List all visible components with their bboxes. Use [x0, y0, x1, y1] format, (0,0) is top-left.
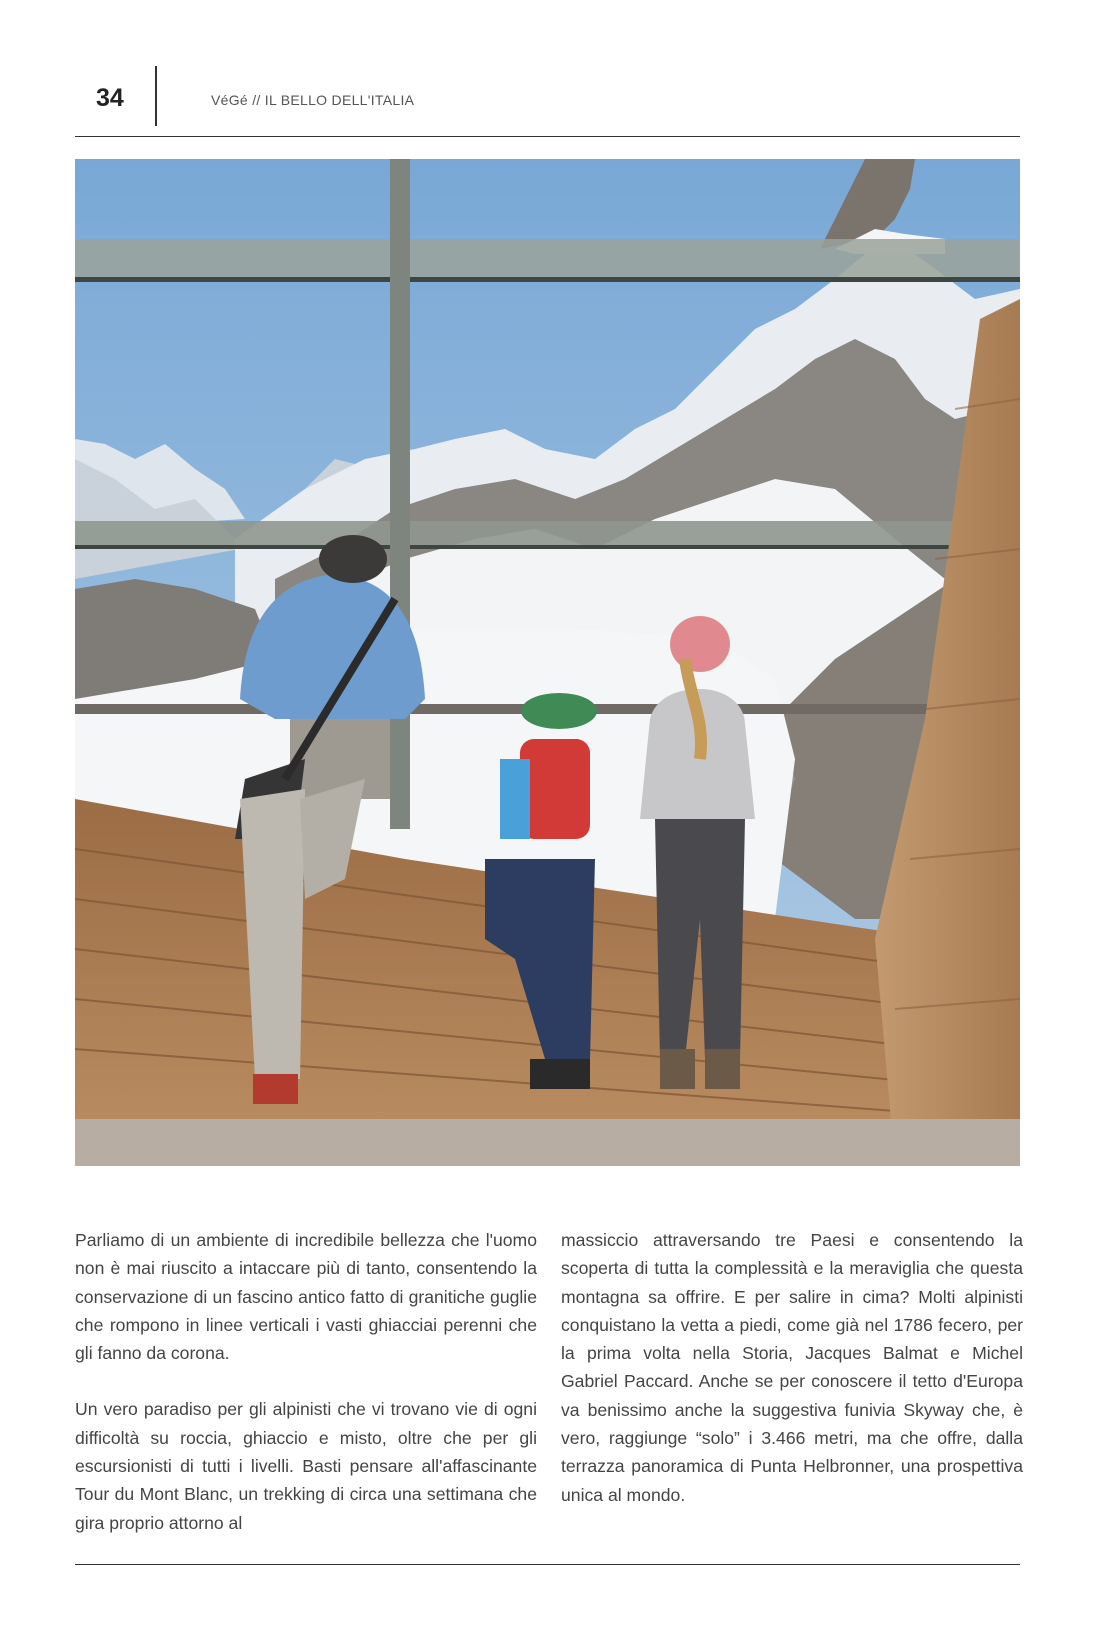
paragraph: Un vero paradiso per gli alpinisti che vi trovano vie di ogni difficoltà su roccia, ghiaccio e misto, oltre che per gli escursionisti di tutti i livelli. Basti pensare all'affascinante Tour du Mont Blanc, un trekking di circa una settimana che gira proprio attorno al [75, 1399, 537, 1533]
header-divider [155, 66, 157, 126]
bottom-rule [75, 1564, 1020, 1565]
top-rule [75, 136, 1020, 137]
page-number: 34 [96, 84, 124, 112]
running-head: VéGé // IL BELLO DELL'ITALIA [211, 92, 415, 108]
right-text-column [561, 1226, 1023, 1537]
left-text-column [75, 1226, 537, 1565]
mountain-viewing-photo [75, 159, 1020, 1166]
paragraph: massiccio attraversando tre Paesi e consentendo la scoperta di tutta la complessità e la meraviglia che questa montagna sa offrire. E per salire in cima? Molti alpinisti conquistano la vetta a piedi, come già nel 1786 fecero, per la prima volta nella Storia, Jacques Balmat e Michel Gabriel Paccard. Anche se per conoscere il tetto d'Europa va benissimo anche la suggestiva funivia Skyway che, è vero, raggiunge “solo” i 3.466 metri, ma che offre, dalla terrazza panoramica di Punta Helbronner, una prospettiva unica al mondo. [561, 1230, 1023, 1505]
paragraph: Parliamo di un ambiente di incredibile bellezza che l'uomo non è mai riuscito a intaccare più di tanto, consentendo la conservazione di un fascino antico fatto di granitiche guglie che rompono in linee verticali i vasti ghiacciai perenni che gli fanno da corona. [75, 1230, 537, 1364]
